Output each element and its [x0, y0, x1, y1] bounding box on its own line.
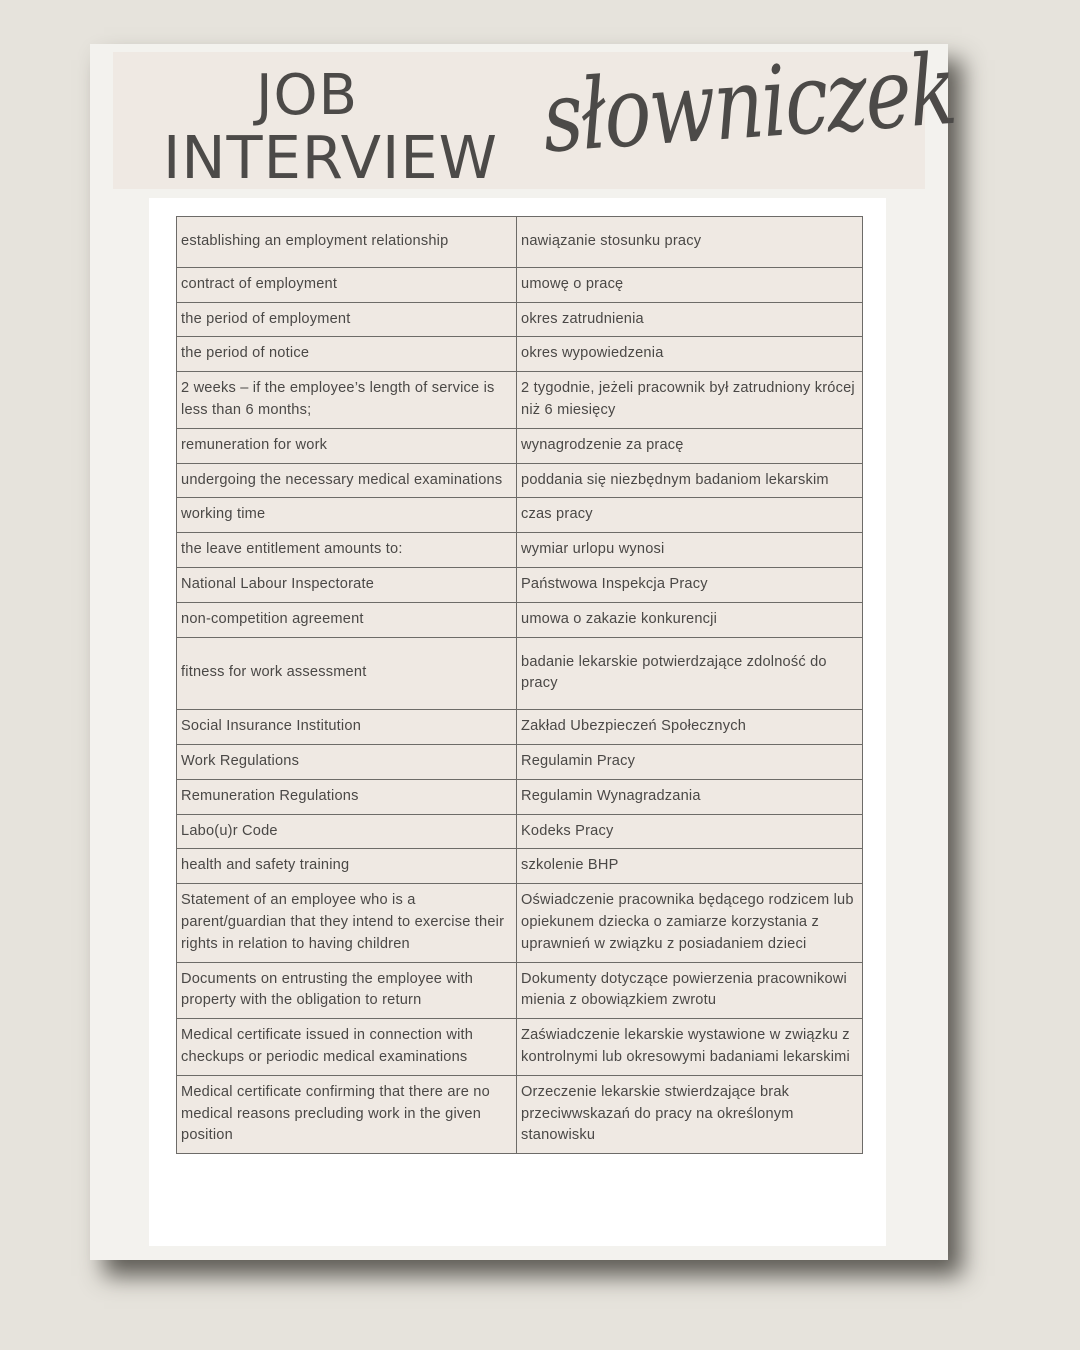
term-polish: szkolenie BHP: [517, 849, 863, 884]
term-polish: Zaświadczenie lekarskie wystawione w związku z kontrolnymi lub okresowymi badaniami lekarskimi: [517, 1019, 863, 1076]
term-english: the period of notice: [177, 337, 517, 372]
header-band: [113, 34, 959, 192]
term-english: remuneration for work: [177, 428, 517, 463]
term-english: contract of employment: [177, 267, 517, 302]
glossary-table: [176, 216, 863, 1154]
term-polish: okres wypowiedzenia: [517, 337, 863, 372]
glossary-row: [177, 372, 863, 429]
term-polish: wymiar urlopu wynosi: [517, 533, 863, 568]
term-polish: czas pracy: [517, 498, 863, 533]
term-polish: okres zatrudnienia: [517, 302, 863, 337]
term-english: Medical certificate confirming that there are no medical reasons precluding work in the given position: [177, 1075, 517, 1153]
term-polish: Orzeczenie lekarskie stwierdzające brak przeciwwskazań do pracy na określonym stanowisku: [517, 1075, 863, 1153]
term-polish: umowa o zakazie konkurencji: [517, 602, 863, 637]
term-polish: Regulamin Wynagradzania: [517, 779, 863, 814]
glossary-body: [177, 217, 863, 1154]
glossary-row: [177, 533, 863, 568]
term-polish: Oświadczenie pracownika będącego rodzicem lub opiekunem dziecka o zamiarze korzystania z uprawnień w związku z posiadaniem dzieci: [517, 884, 863, 962]
title-job: JOB: [255, 63, 358, 128]
glossary-row: [177, 567, 863, 602]
term-english: undergoing the necessary medical examinations: [177, 463, 517, 498]
term-polish: Państwowa Inspekcja Pracy: [517, 567, 863, 602]
term-english: Statement of an employee who is a parent/guardian that they intend to exercise their rights in relation to having children: [177, 884, 517, 962]
term-english: National Labour Inspectorate: [177, 567, 517, 602]
glossary-row: [177, 267, 863, 302]
term-english: fitness for work assessment: [177, 637, 517, 710]
glossary-row: [177, 1019, 863, 1076]
term-polish: Regulamin Pracy: [517, 744, 863, 779]
title-interview: INTERVIEW: [163, 123, 498, 192]
term-english: non-competition agreement: [177, 602, 517, 637]
glossary-row: [177, 302, 863, 337]
term-english: Medical certificate issued in connection with checkups or periodic medical examinations: [177, 1019, 517, 1076]
script-title: słowniczek: [539, 34, 959, 176]
glossary-row: [177, 779, 863, 814]
term-polish: wynagrodzenie za pracę: [517, 428, 863, 463]
glossary-row: [177, 337, 863, 372]
term-english: the period of employment: [177, 302, 517, 337]
term-polish: poddania się niezbędnym badaniom lekarskim: [517, 463, 863, 498]
term-english: establishing an employment relationship: [177, 217, 517, 268]
term-polish: umowę o pracę: [517, 267, 863, 302]
glossary-row: [177, 217, 863, 268]
term-english: the leave entitlement amounts to:: [177, 533, 517, 568]
term-english: health and safety training: [177, 849, 517, 884]
document-sheet: [90, 34, 959, 1260]
term-polish: 2 tygodnie, jeżeli pracownik był zatrudniony krócej niż 6 miesięcy: [517, 372, 863, 429]
glossary-row: [177, 463, 863, 498]
glossary-row: [177, 884, 863, 962]
glossary-card: [149, 198, 886, 1246]
term-english: working time: [177, 498, 517, 533]
term-polish: Kodeks Pracy: [517, 814, 863, 849]
glossary-row: [177, 962, 863, 1019]
glossary-row: [177, 498, 863, 533]
glossary-row: [177, 1075, 863, 1153]
glossary-row: [177, 710, 863, 745]
term-english: Documents on entrusting the employee with property with the obligation to return: [177, 962, 517, 1019]
glossary-row: [177, 849, 863, 884]
glossary-row: [177, 602, 863, 637]
term-english: 2 weeks – if the employee’s length of service is less than 6 months;: [177, 372, 517, 429]
term-polish: Dokumenty dotyczące powierzenia pracownikowi mienia z obowiązkiem zwrotu: [517, 962, 863, 1019]
term-english: Social Insurance Institution: [177, 710, 517, 745]
term-polish: Zakład Ubezpieczeń Społecznych: [517, 710, 863, 745]
glossary-row: [177, 814, 863, 849]
term-polish: badanie lekarskie potwierdzające zdolność do pracy: [517, 637, 863, 710]
glossary-row: [177, 637, 863, 710]
glossary-row: [177, 744, 863, 779]
glossary-row: [177, 428, 863, 463]
term-polish: nawiązanie stosunku pracy: [517, 217, 863, 268]
term-english: Labo(u)r Code: [177, 814, 517, 849]
term-english: Work Regulations: [177, 744, 517, 779]
term-english: Remuneration Regulations: [177, 779, 517, 814]
